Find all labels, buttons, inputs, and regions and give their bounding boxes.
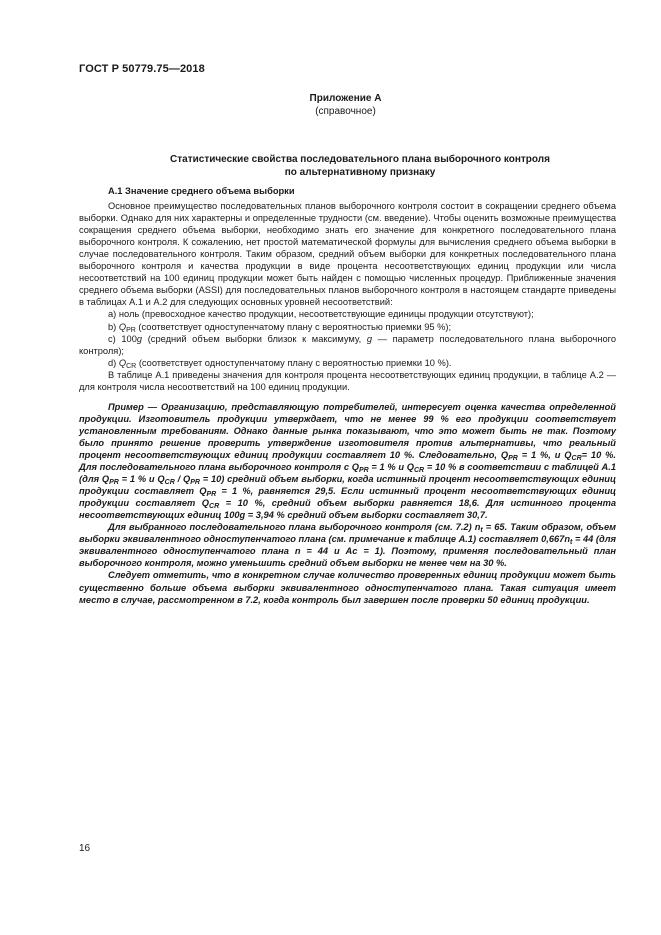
item-number: 100 (121, 333, 137, 344)
title-line-1: Статистические свойства последовательного плана выборочного контроля (170, 154, 550, 165)
q-subscript: CR (126, 362, 137, 370)
standard-header: ГОСТ Р 50779.75—2018 (79, 63, 205, 75)
appendix-main-title (100, 153, 620, 179)
example-text: = 65. Таким образом, объем выборки эквивалентного одноступенчатого плана (см. примечание к таблице А.1) составляет 0,667n (79, 522, 617, 545)
item-label: b) (108, 321, 117, 332)
subscript: PR (358, 467, 369, 475)
example-text: = 10) средний объем выборки, когда истинный процент несоответствующих единиц продукции составляет Q (79, 474, 616, 497)
appendix-title: Приложение А (309, 93, 382, 104)
subscript: t (480, 527, 483, 535)
example-paragraph-2 (79, 521, 616, 569)
list-item-d (79, 357, 616, 369)
q-symbol: Q (118, 357, 127, 368)
paragraph-tables: В таблице А.1 приведены значения для контроля процента несоответствующих единиц продукции, в таблице А.2 — для контроля числа несоответствий на 100 единиц продукции. (79, 369, 616, 392)
g-symbol: g (366, 333, 373, 344)
example-text: / Q (174, 474, 191, 485)
item-label: с) (108, 333, 116, 344)
example-text: = 1 %, и Q (517, 449, 572, 460)
list-item-b (79, 321, 616, 333)
document-body (79, 185, 616, 606)
list-item-c (79, 333, 616, 357)
example-text: = 10 %. Для последовательного плана выборочного контроля с Q (79, 449, 616, 473)
paragraph-intro: Основное преимущество последовательных планов выборочного контроля состоит в сокращении среднего объема выборки. Однако для них характерны и определенные трудности (см. введение). Чтобы оценить возможные преимущества сокращения среднего объема выборки, необходимо знать его значение для конкретного последовательного плана выборочного контроля. К сожалению, нет простой математической формулы для вычисления среднего объема выборки в случае последовательного контроля. Таким образом, средний объем выборки для конкретных последовательного плана выборочного контроля и качества продукции в виде процента несоответствующих единиц продукции или числа несоответствий на 100 единиц продукции может быть найден с помощью численных процедур. Приближенные значения среднего объема выборки (ASSI) для последовательных планов выборочного контроля в настоящем стандарте приведены в таблицах А.1 и А.2 для следующих основных уровней несоответствий: (79, 201, 616, 308)
example-block (79, 401, 616, 606)
list-item-a (79, 308, 616, 320)
g-symbol: g (136, 333, 143, 344)
appendix-heading (0, 92, 661, 118)
example-text: = 1 % и Q (118, 474, 165, 485)
example-text: = 10 %, средний объем выборки равняется 18,6. Для истинного процента несоответствующих единиц 100g = 3,94 % средний объем выборки составляет 30,7. (79, 498, 617, 521)
item-text: (соответствует одноступенчатому плану с вероятностью приемки 10 %). (136, 357, 452, 368)
item-text: ноль (превосходное качество продукции, несоответствующие единицы продукции отсутствуют); (118, 309, 534, 320)
example-paragraph-1 (79, 401, 616, 521)
section-heading: А.1 Значение среднего объема выборки (108, 186, 295, 196)
example-text: Для выбранного последовательного плана выборочного контроля (см. 7.2) n (108, 522, 481, 533)
subscript: PR (109, 479, 119, 487)
example-text: Пример — Организацию, представляющую потребителей, интересует оценка качества определенной продукции. Изготовитель продукции утверждает, что не менее 99 % его продукции соответствует установленным требованиям. Однако данные рынка показывают, что это может быть не так. Поэтому было принято решение проверить утверждение изготовителя против альтернативы, что реальный процент несоответствующих единиц продукции составляет 10 %. Следовательно, Q (79, 401, 616, 460)
appendix-subtitle: (справочное) (315, 106, 376, 117)
example-text: = 1 % и Q (368, 462, 414, 473)
item-label: d) (108, 357, 117, 368)
example-paragraph-3: Следует отметить, что в конкретном случае количество проверенных единиц продукции может быть существенно больше объема выборки эквивалентного одноступенчатого плана. Такая ситуация имеет место в случае, рассмотренном в 7.2, когда контроль был завершен после проверки 50 единиц продукции. (79, 570, 616, 605)
q-subscript: PR (126, 326, 136, 334)
item-text: (соответствует одноступенчатому плану с вероятностью приемки 95 %); (135, 321, 452, 332)
example-text: = 44 (для эквивалентного одноступенчатого плана n = 44 и Ac = 1). Поэтому, применяя последовательный план выборочного контроля, можно уменьшить средний объем выборки не менее чем на 30 %. (79, 534, 617, 569)
q-symbol: Q (118, 321, 127, 332)
item-text: — параметр последовательного плана выборочного контроля); (79, 333, 617, 356)
item-text: (средний объем выборки близок к максимуму, (142, 333, 367, 344)
title-line-2: по альтернативному признаку (284, 167, 436, 178)
subscript: PR (190, 479, 200, 487)
example-text: = 10 % в соответствии с таблицей А.1 (для Q (79, 462, 616, 485)
subscript: CR (413, 467, 425, 475)
item-label: а) (108, 309, 117, 320)
subscript: CR (571, 454, 582, 462)
subscript: PR (508, 454, 518, 462)
example-text: = 1 %, равняется 29,5. Если истинный процент несоответствующих единиц продукции составляет Q (79, 486, 616, 509)
subscript: CR (209, 503, 220, 511)
subscript: CR (164, 479, 175, 487)
subscript: t (570, 539, 573, 547)
subscript: PR (206, 491, 217, 499)
page-number: 16 (79, 843, 91, 854)
